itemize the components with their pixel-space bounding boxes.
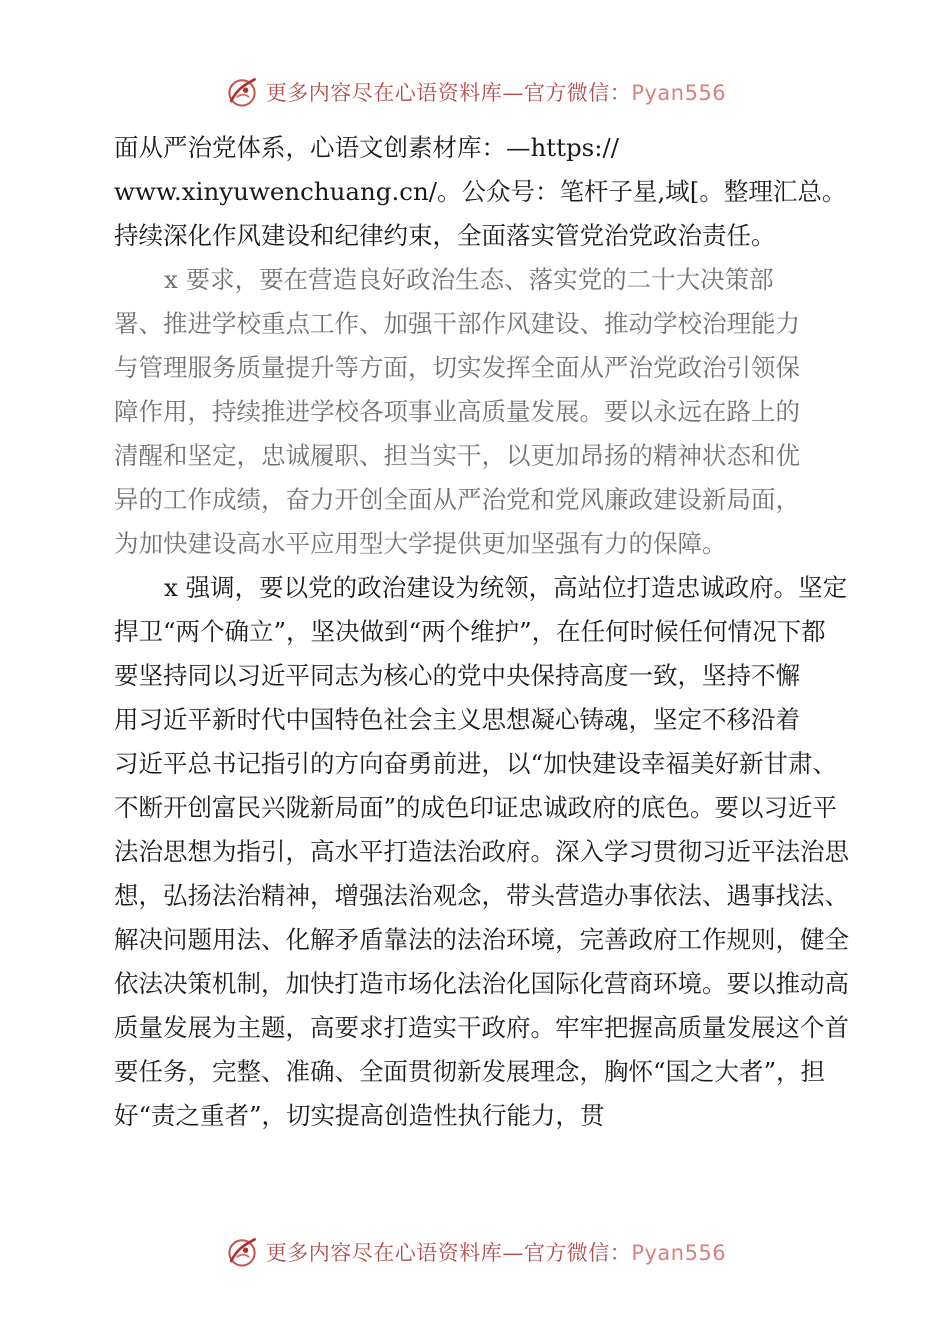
text-line: 不断开创富民兴陇新局面”的成色印证忠诚政府的底色。要以习近平	[114, 793, 838, 822]
header-watermark-banner	[0, 70, 950, 114]
text-line: x 要求，要在营造良好政治生态、落实党的二十大决策部	[164, 265, 774, 294]
paragraph-3	[114, 566, 854, 1138]
text-line: 异的工作成绩，奋力开创全面从严治党和党风廉政建设新局面，	[114, 485, 800, 514]
text-line: 持续深化作风建设和纪律约束，全面落实管党治党政治责任。	[114, 221, 776, 250]
text-line: 与管理服务质量提升等方面，切实发挥全面从严治党政治引领保	[114, 353, 800, 382]
paragraph-2	[114, 258, 854, 566]
text-line: 好“责之重者”，切实提高创造性执行能力，贯	[114, 1101, 605, 1130]
calligraphy-brush-logo-icon	[224, 1234, 260, 1270]
text-line: 署、推进学校重点工作、加强干部作风建设、推动学校治理能力	[114, 309, 800, 338]
banner-dash: —	[502, 1241, 524, 1265]
text-line: 为加快建设高水平应用型大学提供更加坚强有力的保障。	[114, 529, 727, 558]
banner-main-text: 更多内容尽在心语资料库	[265, 1241, 503, 1265]
text-line: 解决问题用法、化解矛盾靠法的法治环境，完善政府工作规则，健全	[114, 925, 849, 954]
banner-dash: —	[502, 81, 524, 105]
text-line: 习近平总书记指引的方向奋勇前进，以“加快建设幸福美好新甘肃、	[114, 749, 838, 778]
text-line: 要坚持同以习近平同志为核心的党中央保持高度一致，坚持不懈	[114, 661, 800, 690]
text-line: x 强调，要以党的政治建设为统领，高站位打造忠诚政府。坚定	[164, 573, 848, 602]
banner-text	[266, 1237, 726, 1267]
banner-main-text: 更多内容尽在心语资料库	[265, 81, 503, 105]
banner-wechat-label: 官方微信：	[523, 1241, 632, 1265]
text-line: 障作用，持续推进学校各项事业高质量发展。要以永远在路上的	[114, 397, 800, 426]
text-line: 捍卫“两个确立”，坚决做到“两个维护”，在任何时候任何情况下都	[114, 617, 826, 646]
document-body	[114, 126, 854, 1138]
text-line: 法治思想为指引，高水平打造法治政府。深入学习贯彻习近平法治思	[114, 837, 849, 866]
text-line: 想，弘扬法治精神，增强法治观念，带头营造办事依法、遇事找法、	[114, 881, 849, 910]
paragraph-1	[114, 126, 854, 258]
text-line: 面从严治党体系，心语文创素材库：—https://	[114, 133, 619, 162]
banner-text	[266, 77, 726, 107]
text-line: 要任务，完整、准确、全面贯彻新发展理念，胸怀“国之大者”，担	[114, 1057, 826, 1086]
text-line: 用习近平新时代中国特色社会主义思想凝心铸魂，坚定不移沿着	[114, 705, 800, 734]
banner-account: Pyan556	[631, 81, 727, 105]
text-line: 清醒和坚定，忠诚履职、担当实干，以更加昂扬的精神状态和优	[114, 441, 800, 470]
text-line: 依法决策机制，加快打造市场化法治化国际化营商环境。要以推动高	[114, 969, 849, 998]
text-line: www.xinyuwenchuang.cn/。公众号：笔杆子星,域[。整理汇总。	[114, 177, 847, 206]
banner-account: Pyan556	[631, 1241, 727, 1265]
banner-wechat-label: 官方微信：	[523, 81, 632, 105]
calligraphy-brush-logo-icon	[224, 74, 260, 110]
footer-watermark-banner	[0, 1230, 950, 1274]
text-line: 质量发展为主题，高要求打造实干政府。牢牢把握高质量发展这个首	[114, 1013, 849, 1042]
